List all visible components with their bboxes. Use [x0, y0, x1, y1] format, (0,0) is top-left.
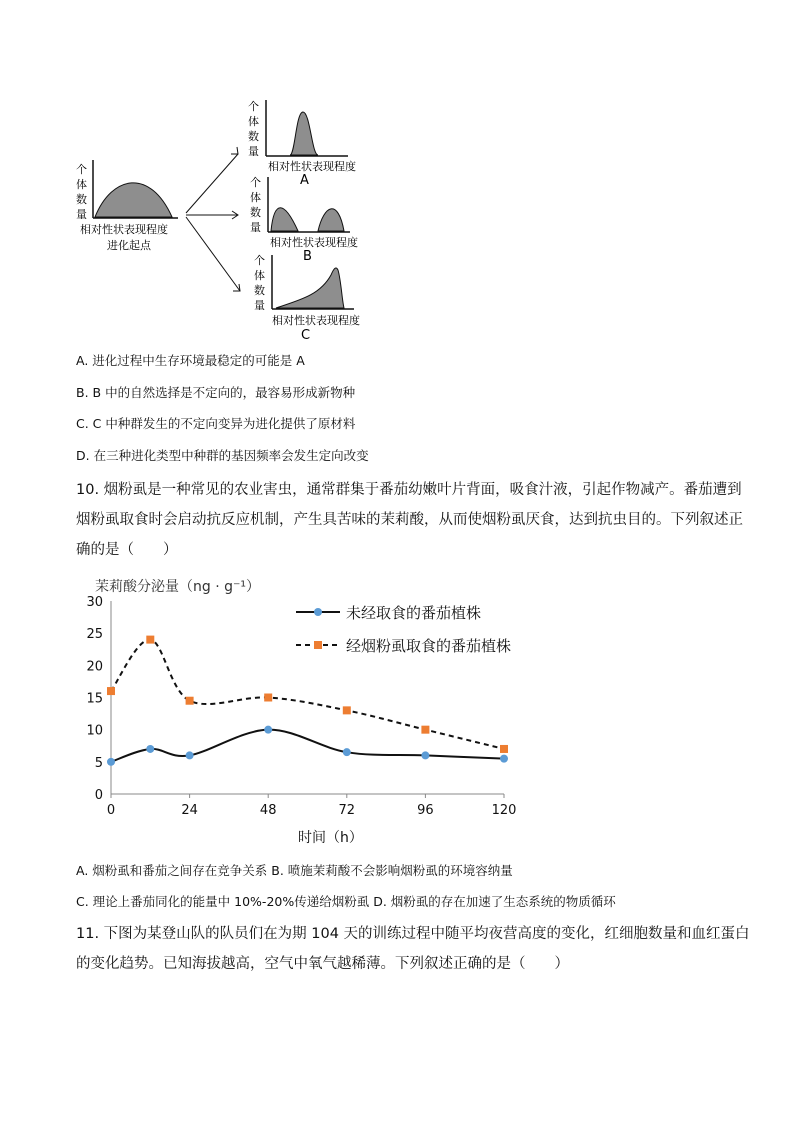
data-point [107, 687, 115, 695]
panel-c-curve [276, 268, 344, 308]
panel-b-x-label: 相对性状表现程度 [270, 236, 358, 249]
legend-label-2: 经烟粉虱取食的番茄植株 [346, 637, 512, 655]
svg-text:量: 量 [250, 221, 261, 234]
chart-axes [86, 595, 516, 818]
data-point [186, 697, 194, 705]
start-y-label-4: 量 [76, 208, 87, 221]
q10-stem-line-3: 确的是（ ） [76, 542, 178, 558]
panel-a-x-label: 相对性状表现程度 [268, 160, 356, 173]
panel-b [250, 176, 358, 264]
y-tick-label: 5 [94, 755, 103, 771]
series-line-1 [111, 730, 504, 762]
y-tick-label: 10 [86, 723, 103, 739]
svg-text:个: 个 [248, 100, 259, 113]
y-tick-label: 15 [86, 691, 103, 707]
data-point [146, 745, 154, 753]
start-curve [95, 183, 172, 217]
start-y-label-3: 数 [76, 193, 87, 206]
chart-legend [296, 604, 511, 655]
x-tick-label: 96 [417, 803, 434, 818]
svg-text:数: 数 [254, 284, 265, 297]
data-point [264, 694, 272, 702]
svg-text:体: 体 [254, 269, 265, 282]
x-tick-label: 48 [259, 803, 277, 818]
data-point [421, 726, 429, 734]
chart-x-axis-title: 时间（h） [298, 830, 363, 846]
evolution-arrows [186, 147, 240, 291]
x-tick-label: 24 [181, 803, 198, 818]
start-x-label: 相对性状表现程度 [80, 223, 168, 236]
q11-stem-line-1: 11. 下图为某登山队的队员们在为期 104 天的训练过程中随平均夜营高度的变化，红细胞数量和血红蛋白 [76, 926, 750, 942]
legend-marker-1 [314, 608, 322, 616]
y-tick-label: 20 [86, 659, 103, 675]
legend-marker-2 [314, 641, 322, 649]
data-point [146, 636, 154, 644]
legend-label-1: 未经取食的番茄植株 [346, 604, 482, 622]
svg-text:个: 个 [250, 176, 261, 189]
svg-text:量: 量 [248, 145, 259, 158]
chart-y-axis-title: 茉莉酸分泌量（ng · g⁻¹） [95, 579, 260, 595]
y-tick-label: 25 [86, 627, 103, 643]
panel-a [248, 100, 356, 188]
x-tick-label: 120 [491, 803, 517, 818]
svg-text:体: 体 [250, 191, 261, 204]
data-point [343, 706, 351, 714]
evolution-diagram [0, 0, 794, 350]
q9-option-c: C. C 中种群发生的不定向变异为进化提供了原材料 [76, 416, 356, 431]
x-tick-label: 0 [106, 803, 116, 818]
data-point [264, 726, 272, 734]
start-caption: 进化起点 [107, 239, 151, 252]
data-point [343, 748, 351, 756]
q10-stem-line-1: 10. 烟粉虱是一种常见的农业害虫，通常群集于番茄幼嫩叶片背面，吸食汁液，引起作物减产。番茄遭到 [76, 482, 742, 498]
data-point [500, 745, 508, 753]
svg-text:数: 数 [248, 130, 259, 143]
svg-text:体: 体 [248, 115, 259, 128]
panel-a-curve [290, 112, 318, 155]
data-point [500, 755, 508, 763]
panel-b-curve [271, 208, 344, 231]
panel-a-caption: A [300, 173, 309, 188]
q10-stem-line-2: 烟粉虱取食时会启动抗反应机制，产生具苦味的茉莉酸，从而使烟粉虱厌食，达到抗虫目的。下列叙述正 [76, 512, 743, 528]
series-line-2 [111, 640, 504, 749]
svg-text:量: 量 [254, 299, 265, 312]
start-panel [76, 160, 178, 252]
start-y-label-1: 个 [76, 163, 87, 176]
q10-options-line-1: A. 烟粉虱和番茄之间存在竞争关系 B. 喷施茉莉酸不会影响烟粉虱的环境容纳量 [76, 863, 513, 878]
svg-text:数: 数 [250, 206, 261, 219]
data-point [107, 758, 115, 766]
panel-c-caption: C [301, 328, 311, 343]
data-point [421, 751, 429, 759]
x-tick-label: 72 [338, 803, 356, 818]
q9-option-d: D. 在三种进化类型中种群的基因频率会发生定向改变 [76, 448, 369, 463]
panel-b-caption: B [303, 249, 312, 264]
data-point [186, 751, 194, 759]
q11-stem-line-2: 的变化趋势。已知海拔越高，空气中氧气越稀薄。下列叙述正确的是（ ） [76, 956, 569, 972]
y-tick-label: 0 [94, 788, 103, 803]
q10-options-line-2: C. 理论上番茄同化的能量中 10%-20%传递给烟粉虱 D. 烟粉虱的存在加速了生态系统的物质循环 [76, 894, 616, 909]
q9-option-a: A. 进化过程中生存环境最稳定的可能是 A [76, 353, 305, 368]
jasmonic-acid-line-chart [0, 570, 794, 855]
svg-text:个: 个 [254, 254, 265, 267]
start-y-label-2: 体 [76, 178, 87, 191]
q9-option-b: B. B 中的自然选择是不定向的，最容易形成新物种 [76, 385, 356, 400]
chart-series [107, 636, 508, 766]
y-tick-label: 30 [86, 595, 103, 610]
panel-c [254, 254, 360, 343]
panel-c-x-label: 相对性状表现程度 [272, 314, 360, 327]
